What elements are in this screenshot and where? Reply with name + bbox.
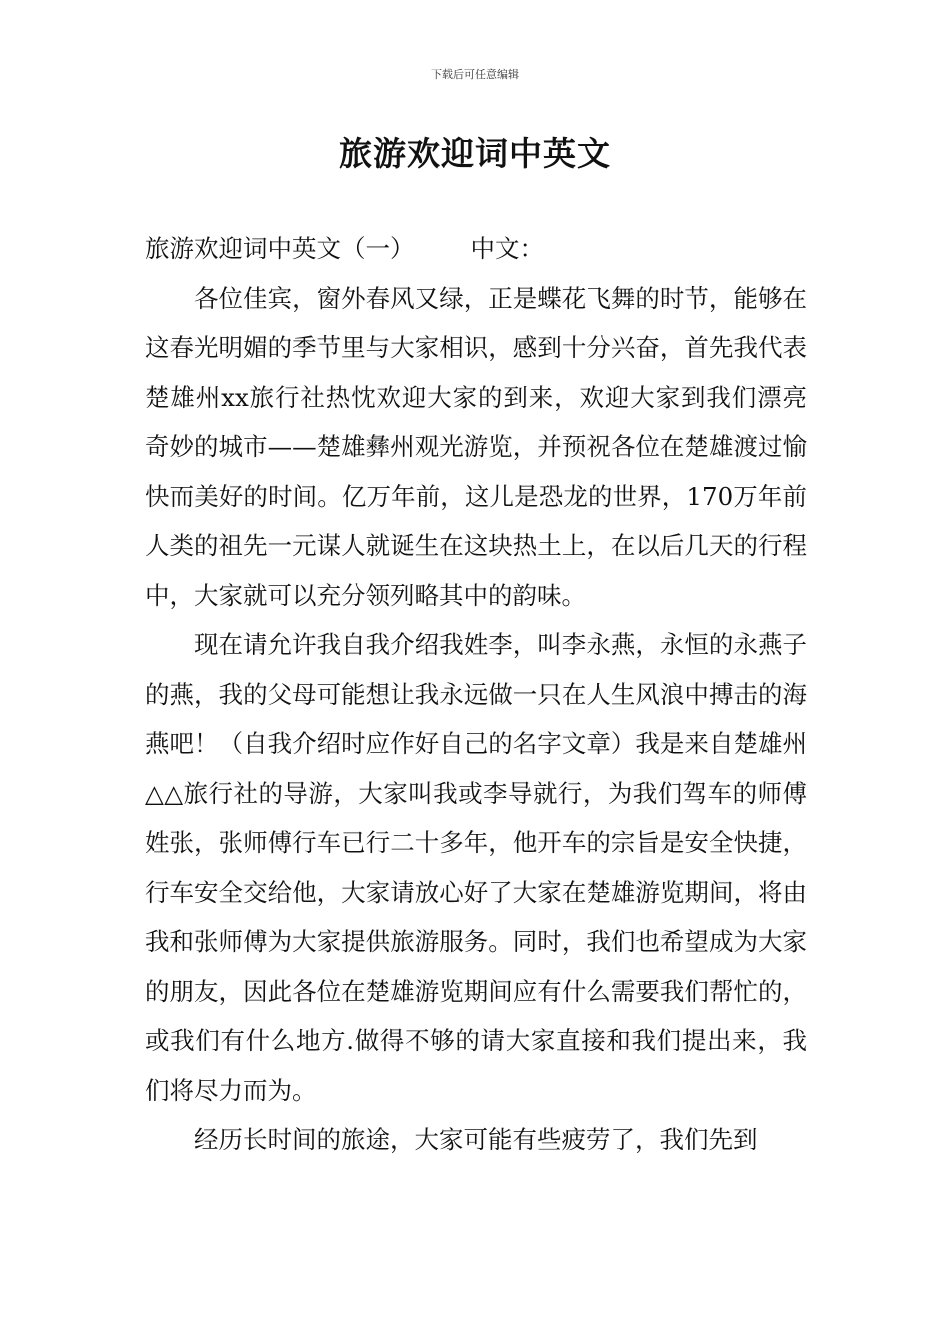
section-language-label: 中文： (470, 234, 544, 263)
header-note: 下载后可任意编辑 (431, 68, 519, 81)
document-body (145, 224, 807, 1165)
paragraph-welcome: 各位佳宾，窗外春风又绿，正是蝶花飞舞的时节，能够在这春光明媚的季节里与大家相识，感到十分兴奋，首先我代表楚雄州xx旅行社热忱欢迎大家的到来，欢迎大家到我们漂亮奇妙的城市——楚雄彝州观光游览，并预祝各位在楚雄渡过愉快而美好的时间。亿万年前，这儿是恐龙的世界，170万年前人类的祖先一元谋人就诞生在这块热土上，在以后几天的行程中，大家就可以充分领列略其中的韵味。 (145, 283, 807, 610)
paragraph-self-introduction: 现在请允许我自我介绍我姓李，叫李永燕，永恒的永燕子的燕，我的父母可能想让我永远做一只在人生风浪中搏击的海燕吧！（自我介绍时应作好自己的名字文章）我是来自楚雄州△△旅行社的导游，大家叫我或李导就行，为我们驾车的师傅姓张，张师傅行车已行二十多年，他开车的宗旨是安全快捷，行车安全交给他，大家请放心好了大家在楚雄游览期间，将由我和张师傅为大家提供旅游服务。同时，我们也希望成为大家的朋友，因此各位在楚雄游览期间应有什么需要我们帮忙的，或我们有什么地方.做得不够的请大家直接和我们提出来，我们将尽力而为。 (145, 630, 807, 1105)
paragraph-journey: 经历长时间的旅途，大家可能有些疲劳了，我们先到 (194, 1125, 758, 1154)
page-title: 旅游欢迎词中英文 (339, 134, 611, 173)
section-subtitle (145, 224, 807, 274)
section-heading: 旅游欢迎词中英文（一） (145, 234, 415, 263)
